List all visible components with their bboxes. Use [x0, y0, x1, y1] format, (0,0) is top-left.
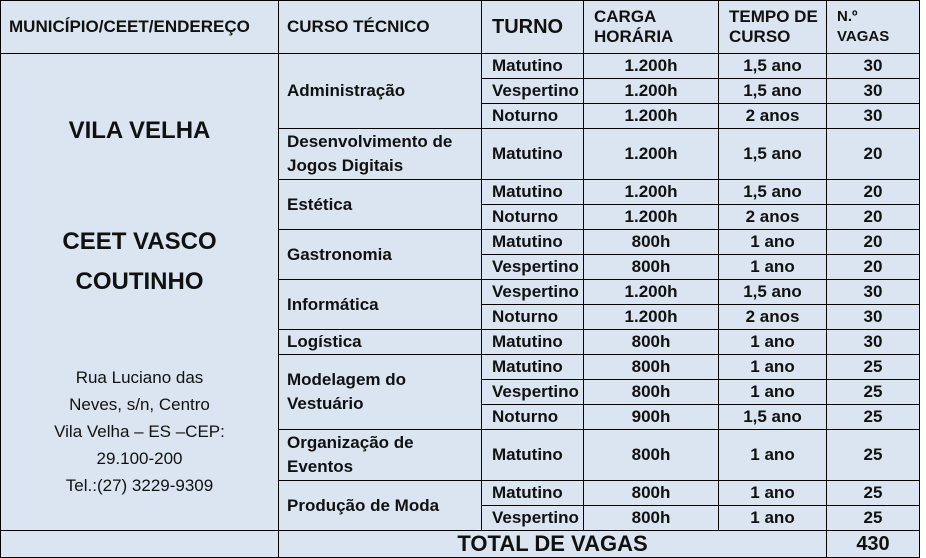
carga-cell: 1.200h [584, 129, 719, 180]
vagas-cell: 20 [827, 129, 920, 180]
header-municipio: MUNICÍPIO/CEET/ENDEREÇO [1, 1, 279, 54]
header-row [1, 1, 920, 54]
carga-cell: 1.200h [584, 79, 719, 104]
header-vagas-line-2: VAGAS [837, 28, 890, 45]
carga-cell: 1.200h [584, 280, 719, 305]
header-vagas [827, 1, 920, 54]
address-line: Rua Luciano das [75, 368, 204, 387]
total-row [1, 531, 920, 558]
turno-cell: Matutino [482, 230, 584, 255]
table-row [1, 54, 920, 79]
course-name [279, 180, 482, 230]
carga-cell: 1.200h [584, 180, 719, 205]
turno-cell: Noturno [482, 205, 584, 230]
header-turno: TURNO [482, 1, 584, 54]
vagas-cell: 20 [827, 255, 920, 280]
header-tempo-curso [719, 1, 827, 54]
total-blank-cell [1, 531, 279, 558]
vagas-cell: 25 [827, 430, 920, 481]
carga-cell: 800h [584, 380, 719, 405]
header-tempo-line-1: TEMPO DE [729, 7, 818, 26]
vagas-cell: 30 [827, 280, 920, 305]
vagas-cell: 25 [827, 506, 920, 531]
course-name-line: Logística [287, 332, 362, 351]
tempo-cell: 1,5 ano [719, 180, 827, 205]
course-name-line: Estética [287, 194, 353, 214]
vagas-cell: 20 [827, 205, 920, 230]
carga-cell: 1.200h [584, 54, 719, 79]
tempo-cell: 2 anos [719, 104, 827, 129]
course-name-line: Vestuário [287, 394, 364, 413]
turno-cell: Matutino [482, 430, 584, 481]
carga-cell: 900h [584, 405, 719, 430]
turno-cell: Noturno [482, 405, 584, 430]
turno-cell: Noturno [482, 305, 584, 330]
tempo-cell: 1,5 ano [719, 405, 827, 430]
tempo-cell: 1 ano [719, 481, 827, 506]
turno-cell: Matutino [482, 355, 584, 380]
tempo-cell: 1 ano [719, 255, 827, 280]
vagas-cell: 30 [827, 305, 920, 330]
carga-cell: 1.200h [584, 305, 719, 330]
ceet-name [1, 222, 278, 302]
address-line: Tel.:(27) 3229-9309 [65, 476, 214, 495]
tempo-cell: 1 ano [719, 330, 827, 355]
tempo-cell: 1,5 ano [719, 280, 827, 305]
course-name [279, 280, 482, 330]
school-info-cell [1, 54, 279, 531]
header-vagas-line-1: N.º [837, 8, 858, 25]
turno-cell: Matutino [482, 180, 584, 205]
turno-cell: Matutino [482, 330, 584, 355]
course-name [279, 430, 482, 481]
total-value: 430 [827, 531, 920, 558]
course-name-line: Administração [287, 81, 406, 100]
tempo-cell: 1 ano [719, 430, 827, 481]
course-name-line: Organização de [287, 433, 414, 452]
course-name-line: Gastronomia [287, 244, 392, 264]
carga-cell: 1.200h [584, 205, 719, 230]
total-label: TOTAL DE VAGAS [279, 531, 827, 558]
tempo-cell: 2 anos [719, 205, 827, 230]
turno-cell: Vespertino [482, 506, 584, 531]
vagas-cell: 30 [827, 79, 920, 104]
turno-cell: Matutino [482, 481, 584, 506]
header-curso: CURSO TÉCNICO [279, 1, 482, 54]
turno-cell: Matutino [482, 129, 584, 180]
vagas-cell: 25 [827, 405, 920, 430]
turno-cell: Vespertino [482, 255, 584, 280]
course-name [279, 54, 482, 129]
city-name: VILA VELHA [68, 117, 211, 144]
carga-cell: 800h [584, 330, 719, 355]
course-name [279, 330, 482, 355]
tempo-cell: 1,5 ano [719, 54, 827, 79]
address-line: Neves, s/n, Centro [69, 395, 210, 414]
header-carga-line-2: HORÁRIA [594, 27, 674, 46]
address-line: 29.100-200 [96, 449, 183, 468]
turno-cell: Vespertino [482, 280, 584, 305]
carga-cell: 800h [584, 481, 719, 506]
course-name-line: Jogos Digitais [287, 156, 404, 175]
tempo-cell: 1 ano [719, 506, 827, 531]
vagas-cell: 25 [827, 355, 920, 380]
carga-cell: 1.200h [584, 104, 719, 129]
carga-cell: 800h [584, 506, 719, 531]
course-name [279, 481, 482, 531]
header-carga-line-1: CARGA [594, 7, 657, 26]
ceet-name-line-2: COUTINHO [75, 268, 204, 295]
turno-cell: Noturno [482, 104, 584, 129]
course-name [279, 129, 482, 180]
tempo-cell: 1,5 ano [719, 79, 827, 104]
turno-cell: Vespertino [482, 79, 584, 104]
header-carga-horaria [584, 1, 719, 54]
tempo-cell: 1 ano [719, 230, 827, 255]
school-address [1, 364, 278, 499]
header-tempo-line-2: CURSO [729, 27, 791, 46]
course-name-line: Modelagem do [287, 370, 407, 389]
course-name-line: Eventos [287, 457, 354, 476]
course-name [279, 355, 482, 430]
course-name-line: Desenvolvimento de [287, 132, 453, 151]
carga-cell: 800h [584, 255, 719, 280]
ceet-name-line-1: CEET VASCO [62, 228, 217, 255]
carga-cell: 800h [584, 355, 719, 380]
carga-cell: 800h [584, 230, 719, 255]
turno-cell: Vespertino [482, 380, 584, 405]
course-name-line: Produção de Moda [287, 495, 440, 515]
vagas-cell: 25 [827, 380, 920, 405]
vagas-cell: 30 [827, 54, 920, 79]
tempo-cell: 1,5 ano [719, 129, 827, 180]
vagas-cell: 20 [827, 230, 920, 255]
tempo-cell: 2 anos [719, 305, 827, 330]
carga-cell: 800h [584, 430, 719, 481]
course-name [279, 230, 482, 280]
vagas-cell: 30 [827, 104, 920, 129]
vagas-cell: 20 [827, 180, 920, 205]
vagas-cell: 30 [827, 330, 920, 355]
tempo-cell: 1 ano [719, 380, 827, 405]
turno-cell: Matutino [482, 54, 584, 79]
tempo-cell: 1 ano [719, 355, 827, 380]
vagas-cell: 25 [827, 481, 920, 506]
course-name-line: Informática [287, 294, 379, 314]
address-line: Vila Velha – ES –CEP: [54, 422, 225, 441]
